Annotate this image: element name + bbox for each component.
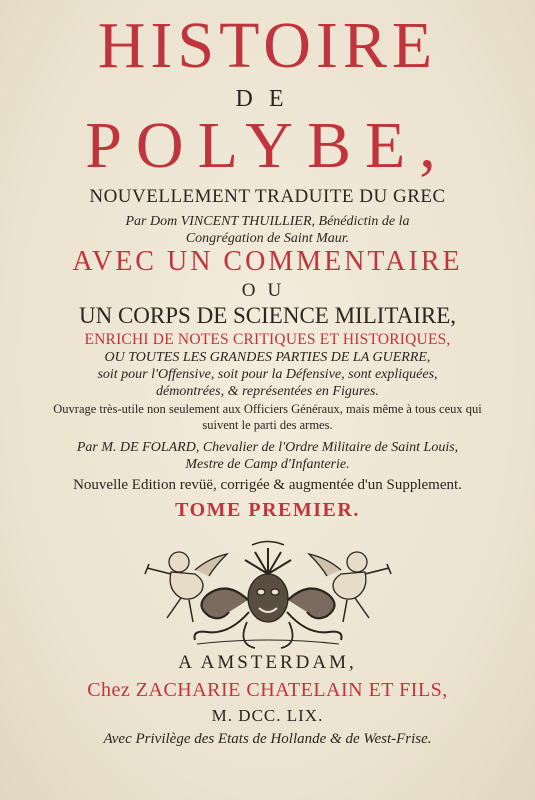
translator-line-2: Congrégation de Saint Maur. — [185, 231, 350, 246]
subtitle: NOUVELLEMENT TRADUITE DU GREC — [89, 186, 446, 207]
volume-label: TOME PREMIER. — [175, 499, 360, 521]
imprint-year: M. DCC. LIX. — [211, 706, 324, 725]
commentary-offensive: soit pour l'Offensive, soit pour la Défensive, sont expliquées, — [97, 367, 438, 382]
main-title-polybe: POLYBE, — [85, 109, 450, 182]
utility-line-2: suivent le parti des armes. — [202, 418, 333, 432]
main-title-histoire: HISTOIRE — [97, 9, 438, 82]
commentary-corps: UN CORPS DE SCIENCE MILITAIRE, — [78, 303, 457, 328]
utility-line-1: Ouvrage très-utile non seulement aux Officiers Généraux, mais même à tous ceux qui — [53, 402, 482, 416]
commentary-figures: démontrées, & représentées en Figures. — [156, 384, 379, 399]
author-line-2: Mestre de Camp d'Infanterie. — [185, 457, 350, 472]
imprint-city: A AMSTERDAM, — [178, 652, 357, 673]
imprint-privilege: Avec Privilège des Etats de Hollande & de West-Frise. — [103, 731, 432, 747]
author-line-1: Par M. DE FOLARD, Chevalier de l'Ordre Militaire de Saint Louis, — [76, 440, 459, 455]
commentary-parties: OU TOUTES LES GRANDES PARTIES DE LA GUERRE, — [104, 350, 431, 365]
title-de: DE — [235, 86, 300, 112]
commentary-enrichi: ENRICHI DE NOTES CRITIQUES ET HISTORIQUES, — [84, 331, 451, 348]
putti-grotesque-mask-vignette-icon — [137, 540, 399, 652]
commentary-heading: AVEC UN COMMENTAIRE — [72, 246, 463, 277]
edition-note: Nouvelle Edition revüë, corrigée & augmentée d'un Supplement. — [73, 477, 462, 493]
imprint-publisher: Chez ZACHARIE CHATELAIN ET FILS, — [87, 679, 448, 701]
commentary-ou: OU — [241, 280, 294, 301]
translator-line-1: Par Dom VINCENT THUILLIER, Bénédictin de la — [125, 214, 410, 229]
